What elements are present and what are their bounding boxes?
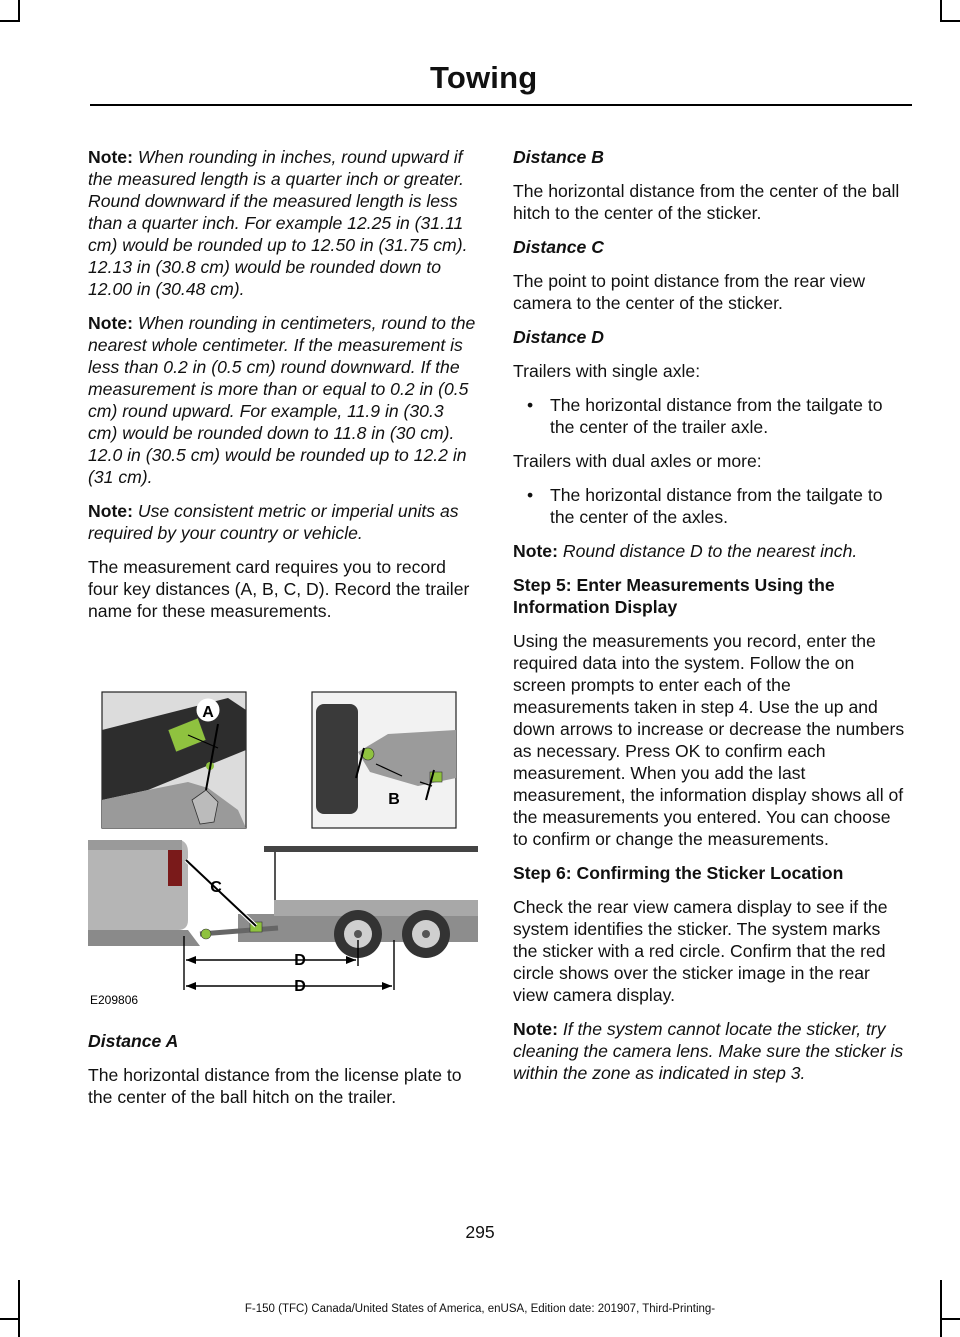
dual-axle-label: Trailers with dual axles or more:	[513, 451, 762, 471]
distance-c-heading: Distance C	[513, 237, 604, 257]
page-title: Towing	[430, 60, 538, 95]
label-c: C	[210, 879, 222, 896]
note-rounding-centimeters	[88, 312, 476, 488]
footer-edition: F-150 (TFC) Canada/United States of America, enUSA, Edition date: 201907, Third-Printing-	[244, 1303, 716, 1315]
distance-b-heading: Distance B	[513, 147, 604, 167]
note-text: If the system cannot locate the sticker, try cleaning the camera lens. Make sure the sticker is within the zone as indicated in step 3.	[513, 1019, 904, 1083]
note-camera-lens	[513, 1018, 909, 1084]
note-label: Note:	[88, 501, 133, 521]
note-label: Note:	[88, 313, 133, 333]
note-label: Note:	[88, 147, 133, 167]
figure-code: E209806	[90, 993, 139, 1007]
step6-heading: Step 6: Confirming the Sticker Location	[513, 863, 844, 883]
page-number: 295	[465, 1222, 495, 1242]
measurement-card-paragraph: The measurement card requires you to record four key distances (A, B, C, D). Record the trailer name for these measurements.	[88, 557, 470, 621]
note-text: When rounding in inches, round upward if the measured length is a quarter inch or greater. Round downward if the measured length is less than a quarter inch. For example 12.25 in (31.11 cm) would be rounded up to 12.50 in (31.75 cm). 12.13 in (30.8 cm) would be rounded down to 12.00 in (30.48 cm).	[88, 147, 468, 299]
note-label: Note:	[513, 541, 558, 561]
note-label: Note:	[513, 1019, 558, 1039]
measurement-figure	[88, 690, 478, 1010]
list-item	[513, 394, 909, 438]
label-d-single: D	[294, 952, 306, 969]
label-d-dual: D	[294, 978, 306, 995]
crop-mark	[0, 20, 20, 22]
step6-text: Check the rear view camera display to see if the system identifies the sticker. The system marks the sticker with a red circle. Confirm that the red circle shows over the sticker image in the rear view camera display.	[513, 897, 888, 1005]
distance-d-heading: Distance D	[513, 327, 604, 347]
step5-heading: Step 5: Enter Measurements Using the Information Display	[513, 575, 835, 617]
distance-a-text: The horizontal distance from the license plate to the center of the ball hitch on the trailer.	[88, 1065, 462, 1107]
crop-mark	[940, 0, 942, 22]
list-item	[513, 484, 909, 528]
note-text: Use consistent metric or imperial units as required by your country or vehicle.	[88, 501, 459, 543]
trailer-measurement-illustration	[88, 690, 478, 1010]
right-column	[513, 146, 909, 1096]
distance-b-text: The horizontal distance from the center of the ball hitch to the center of the sticker.	[513, 181, 900, 223]
step5-text: Using the measurements you record, enter the required data into the system. Follow the on screen prompts to enter each of the measurements taken in step 4. Use the up and down arrows to increase or decrease the numbers as necessary. Press OK to confirm each measurement. When you add the last measurement, the information display shows all of the measurements you entered. You can choose to confirm or change the measurements.	[513, 631, 905, 849]
left-column-lower	[88, 1030, 476, 1120]
single-axle-label: Trailers with single axle:	[513, 361, 701, 381]
note-text: When rounding in centimeters, round to the nearest whole centimeter. If the measurement is less than 0.2 in (0.5 cm) round downward. If the measurement is more than or equal to 0.2 in (0.5 cm) round upward. For example, 11.9 in (30.3 cm) would be rounded down to 11.8 in (30 cm). 12.0 in (30.5 cm) would be rounded up to 12.2 in (31 cm).	[88, 313, 476, 487]
note-consistent-units	[88, 500, 476, 544]
bullet-text: The horizontal distance from the tailgate to the center of the trailer axle.	[550, 395, 883, 437]
panel-b	[312, 692, 456, 828]
crop-mark	[0, 1318, 20, 1320]
bullet-mark: •	[527, 485, 534, 505]
crop-mark	[940, 20, 960, 22]
bullet-text: The horizontal distance from the tailgate to the center of the axles.	[550, 485, 883, 527]
label-a: A	[202, 704, 214, 721]
panel-truck-trailer	[88, 840, 478, 990]
left-column	[88, 146, 476, 634]
note-text: Round distance D to the nearest inch.	[562, 541, 858, 561]
crop-mark	[18, 0, 20, 22]
note-round-distance-d	[513, 540, 909, 562]
bullet-mark: •	[527, 395, 534, 415]
panel-a	[102, 692, 246, 828]
label-b: B	[388, 791, 400, 808]
header-rule	[90, 104, 912, 106]
distance-c-text: The point to point distance from the rear view camera to the center of the sticker.	[513, 271, 866, 313]
distance-a-heading: Distance A	[88, 1031, 179, 1051]
crop-mark	[940, 1318, 960, 1320]
note-rounding-inches	[88, 146, 476, 300]
